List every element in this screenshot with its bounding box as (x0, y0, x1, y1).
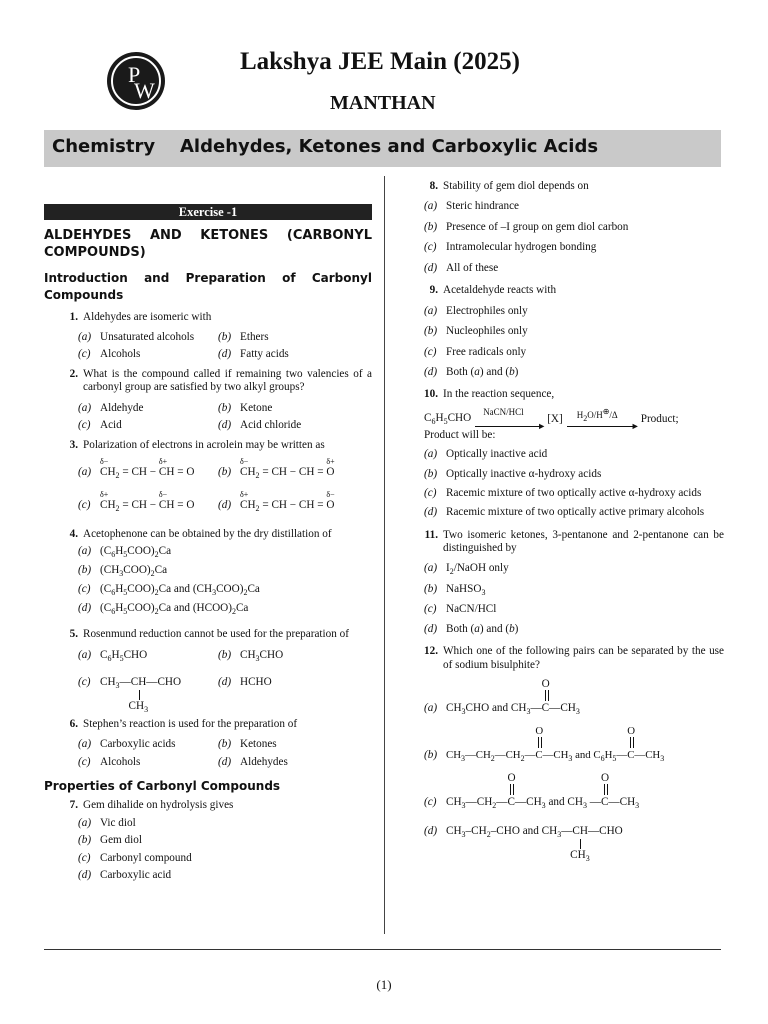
svg-text:P: P (128, 62, 141, 87)
option-d: (d) $(C_6H_5COO)_2Ca$ and $(HCOO)_2Ca$ (78, 601, 249, 616)
option-a: (a) $CH_3CHO$ and $CH_3—$ O $C—CH_3$ (424, 678, 580, 717)
option-b: (b) Ketone (218, 401, 273, 414)
option-c: (c) Alcohols (78, 348, 141, 361)
option-c: (c) $(C_6H_5COO)_2Ca$ and $(CH_3COO)_2Ca$ (78, 582, 260, 598)
question-5: 5. Rosenmund reduction cannot be used for the preparation of (69, 628, 349, 641)
option-b: (b) Gem diol (78, 834, 142, 847)
exercise-heading: Exercise -1 (44, 204, 372, 220)
option-a: (a) Optically inactive acid (424, 448, 548, 461)
option-c: (c) $CH_3—CH$ $CH_3$ —CHO (78, 675, 182, 714)
option-a: (a) Steric hindrance (424, 200, 519, 213)
question-8: 8. Stability of gem diol depends on (429, 180, 589, 192)
option-d: (d) Acid chloride (218, 419, 302, 432)
reaction-sequence: $C_6H_5CHO$ NaCN/HCl ► [X] $H_2O/H^\oplus/\Delta$ ► Product; (424, 406, 679, 431)
question-12: 12. Which one of the following pairs can be separated by the use of sodium bisulphite? (424, 645, 724, 671)
option-c: (c) NaCN/HCl (424, 603, 497, 616)
right-column (404, 180, 724, 863)
option-b: (b) $CH_3CHO$ (218, 648, 284, 664)
option-d: (d) $CH_3-CH_2$–CHO and $CH_3—CH$ $CH_3$ —CHO (424, 824, 623, 863)
option-d: (d) Racemic mixture of two optically active primary alcohols (424, 506, 705, 519)
document-subtitle: MANTHAN (330, 92, 436, 114)
question-1: 1. Aldehydes are isomeric with (69, 310, 212, 323)
option-c: (c) δ+ $CH_2$ = CH − δ− CH = O (78, 489, 195, 514)
option-b: (b) Presence of –I group on gem diol carbon (424, 220, 629, 233)
option-d: (d) HCHO (218, 675, 272, 688)
option-a: (a) Electrophiles only (424, 304, 528, 317)
option-c: (c) Carbonyl compound (78, 851, 192, 864)
question-10: 10. In the reaction sequence, (424, 388, 555, 401)
option-b: (b) Ketones (218, 738, 277, 751)
section-heading: ALDEHYDES AND KETONES (CARBONYL COMPOUNDS) (44, 228, 372, 260)
option-c: (c) Acid (78, 419, 122, 432)
left-column (44, 204, 372, 883)
option-d: (d) Both (a) and (b) (424, 622, 519, 635)
option-b: (b) δ− $CH_2$ = CH − CH = δ+ O (218, 457, 335, 481)
question-4: 4. Acetophenone can be obtained by the dry distillation of (69, 527, 332, 540)
page-number: (1) (376, 977, 392, 992)
option-b: (b) Nucleophiles only (424, 325, 528, 338)
option-a: (a) $I_2$/NaOH only (424, 561, 509, 576)
option-a: (a) Aldehyde (78, 401, 144, 414)
option-d: (d) Fatty acids (218, 348, 289, 361)
option-c: (c) Racemic mixture of two optically active α-hydroxy acids (424, 486, 702, 499)
subsection-heading: Introduction and Preparation of Carbonyl Compounds (44, 270, 372, 303)
option-b: (b) $(CH_3COO)_2Ca$ (78, 563, 168, 579)
option-d: (d) Both (a) and (b) (424, 365, 519, 378)
option-d: (d) All of these (424, 261, 499, 274)
option-a: (a) Vic diol (78, 816, 136, 829)
option-a: (a) Unsaturated alcohols (78, 331, 195, 343)
document-title: Lakshya JEE Main (2025) (240, 48, 520, 75)
question-6: 6. Stephen’s reaction is used for the preparation of (69, 717, 298, 730)
question-2: 2. What is the compound called if remaining two valencies of a carbonyl group are satisfied by two alkyl groups? (69, 367, 372, 394)
question-7: 7. Gem dihalide on hydrolysis gives (69, 799, 234, 812)
option-a: (a) $(C_6H_5COO)_2Ca$ (78, 545, 172, 560)
option-c: (c) Alcohols (78, 755, 141, 768)
option-b: (b) Optically inactive α-hydroxy acids (424, 467, 602, 480)
option-c: (c) Intramolecular hydrogen bonding (424, 241, 597, 254)
option-d: (d) δ+ $CH_2$ = CH − CH = δ− O (218, 489, 335, 514)
option-b: (b) Ethers (218, 331, 269, 343)
subject-label: Chemistry (52, 136, 156, 157)
question-9: 9. Acetaldehyde reacts with (429, 284, 557, 297)
column-divider (384, 176, 385, 934)
question-10-followup: Product will be: (424, 428, 496, 441)
option-b: (b) $CH_3—CH_2—CH_2—$ O $C—CH_3$ and $C_6H_5—$ O $C—CH_3$ (424, 724, 665, 764)
option-d: (d) Carboxylic acid (78, 869, 172, 882)
pw-logo (106, 51, 166, 111)
option-a: (a) Carboxylic acids (78, 738, 176, 751)
topic-label: Aldehydes, Ketones and Carboxylic Acids (180, 136, 599, 157)
option-d: (d) Aldehydes (218, 755, 288, 768)
option-c: (c) $CH_3—CH_2—$ O $C—CH_3$ and $CH_3$ — O $C—CH_3$ (424, 771, 640, 810)
option-a: (a) δ− $CH_2$ = CH − δ+ CH = O (78, 457, 195, 481)
option-a: (a) $C_6H_5CHO$ (78, 648, 148, 664)
question-11: 11. Two isomeric ketones, 3-pentanone and 2-pentanone can be distinguished by (424, 528, 724, 555)
option-b: (b) NaHSO$_3$ (424, 582, 486, 597)
subject-banner (44, 130, 721, 167)
subsection-heading: Properties of Carbonyl Compounds (44, 779, 281, 794)
svg-text:W: W (134, 78, 155, 103)
footer-rule (44, 949, 721, 950)
option-c: (c) Free radicals only (424, 345, 527, 358)
question-3: 3. Polarization of electrons in acrolein may be written as (69, 438, 325, 451)
